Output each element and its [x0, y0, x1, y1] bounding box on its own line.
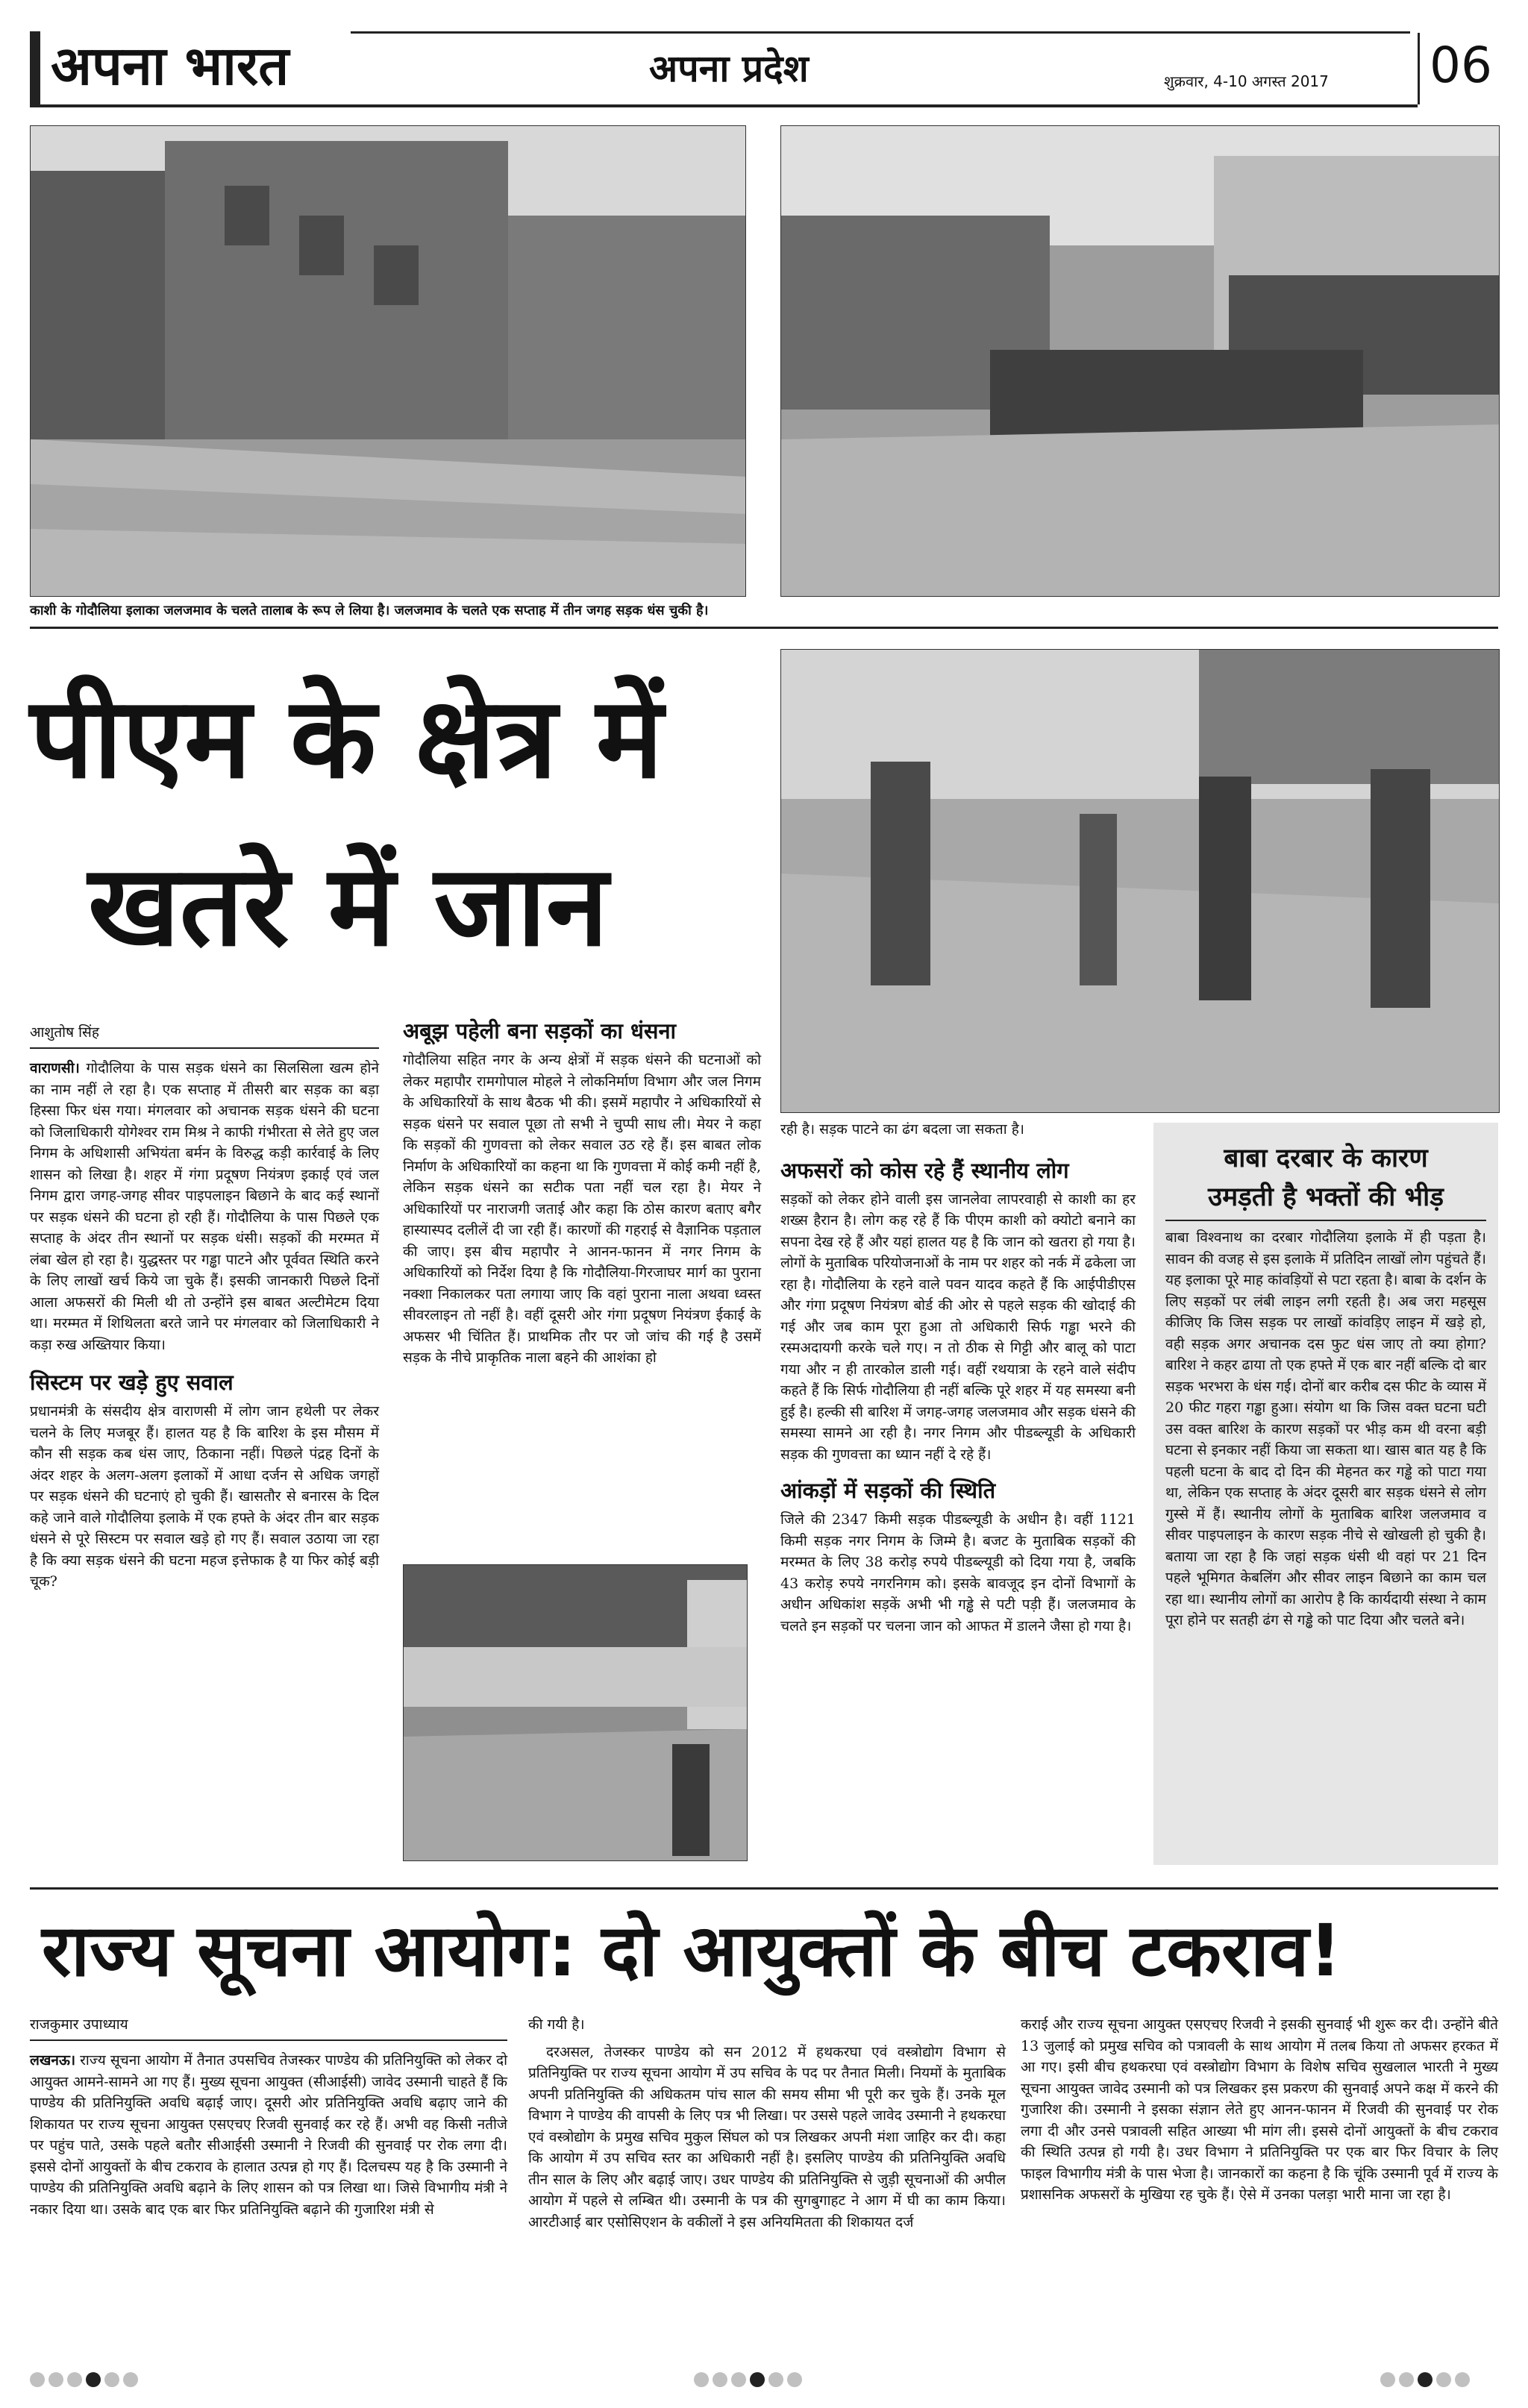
masthead: अपना भारत [51, 34, 289, 97]
top-photos-caption: काशी के गोदौलिया इलाका जलजमाव के चलते तालाब के रूप ले लिया है। जलजमाव के चलते एक सप्ताह में तीन जगह सड़क धंस चुकी है। [30, 603, 709, 618]
photo-flooded-underpass [403, 1564, 748, 1861]
story1-column-1 [30, 1022, 379, 1593]
story1-column-3 [780, 1119, 1136, 1637]
header-top-rule [351, 31, 1410, 34]
story1-byline: आशुतोष सिंह [30, 1022, 379, 1049]
footer-dot [1436, 2372, 1451, 2387]
story1-paragraph-system: प्रधानमंत्री के संसदीय क्षेत्र वाराणसी में लोग जान हथेली पर लेकर चलने के लिए मजबूर हैं। हालत यह है कि बारिश के इस मौसम में कौन सी सड़क कब धंस जाए, ठिकाना नहीं। पिछले पंद्रह दिनों के अंदर शहर के अलग-अलग इलाकों में आधा दर्जन से अधिक जगहों पर सड़क धंसने की घटनाएं हो चुकी हैं। खासतौर से बनारस के दिल कहे जाने वाले गोदौलिया इलाके में एक हफ्ते के अंदर तीन बार सड़क धंसने से पूरे सिस्टम पर सवाल खड़े हो गए हैं। सवाल उठाया जा रहा है कि क्या सड़क धंसने की घटना महज इत्तेफाक है या फिर कोई बड़ी चूक? [30, 1403, 379, 1590]
footer-dot [1380, 2372, 1395, 2387]
story2-column-1 [30, 2014, 507, 2220]
sidebar-body: बाबा विश्वनाथ का दरबार गोदौलिया इलाके में ही पड़ता है। सावन की वजह से इस इलाके में प्रतिदिन लाखों लोग पहुंचते हैं। यह इलाका पूरे माह कांवड़ियों से पटा रहता है। बाबा के दर्शन के लिए सड़कों पर लंबी लाइन लगी रहती है। अब जरा महसूस कीजिए कि जिस सड़क पर लाखों कांवड़िए लाइन में खड़े हो, वही सड़क अगर अचानक दस फुट धंस जाए तो क्या होगा? बारिश ने कहर ढाया तो एक हफ्ते में एक बार नहीं बल्कि दो बार सड़क भरभरा के धंस गई। दोनों बार करीब दस फीट के व्यास में 20 फीट गहरा गड्ढा हुआ। संयोग था कि जिस वक्त घटना घटी उस वक्त बारिश के कारण सड़कों पर भीड़ कम थी वरना बड़ी घटना से इनकार नहीं किया जा सकता था। खास बात यह है कि पहली घटना के बाद दो दिन की मेहनत कर गड्ढे को पाटा गया था, लेकिन एक सप्ताह के अंदर दूसरी बार सड़क धंसने से लोग गुस्से में हैं। स्थानीय लोगों के मुताबिक बारिश जलजमाव व सीवर पाइपलाइन के कारण सड़क नीचे से खोखली हो चुकी है। बताया जा रहा है कि जहां सड़क धंसी थी वहां पर 21 दिन पहले भूमिगत केबलिंग और सीवर लाइन बिछाने का काम चल रहा था। स्थानीय लोगों का आरोप है कि कार्यदायी संस्था ने काम पूरा होने पर सतही ढंग से गड्ढे को पाट दिया और चलते बने। [1165, 1229, 1486, 1628]
sidebar-headline-2: उमड़ती है भक्तों की भीड़ [1208, 1182, 1444, 1212]
headline-line-2: खतरे में जान [88, 841, 609, 971]
story2-byline: राजकुमार उपाध्याय [30, 2014, 507, 2041]
story2-column-3 [1021, 2014, 1498, 2206]
story1-subhead-system: सिस्टम पर खड़े हुए सवाल [30, 1370, 234, 1395]
footer-dot [104, 2372, 119, 2387]
story1-paragraph-locals: सड़कों को लेकर होने वाली इस जानलेवा लापरवाही से काशी का हर शख्स हैरान है। लोग कह रहे हैं कि पीएम काशी को क्योटो बनाने का सपना देख रहे हैं और यहां हालत यह है कि जान को खतरा हो गया है। लोगों के मुताबिक परियोजनाओं के नाम पर शहर को नर्क में ढकेला जा रहा है। गोदौलिया के रहने वाले पवन यादव कहते हैं कि आईपीडीएस और गंगा प्रदूषण नियंत्रण बोर्ड की ओर से पहले सड़क की खोदाई की गई और जब काम पूरा हुआ तो अधिकारी सिर्फ गड्ढा भरने की रस्मअदायगी करके चले गए। न तो ठीक से गिट्टी और बालू को पाटा गया और न ही तारकोल डाली गई। वहीं रथयात्रा के रहने वाले संदीप कहते हैं कि सिर्फ गोदौलिया ही नहीं बल्कि पूरे शहर में यह समस्या बनी हुई है। हल्की सी बारिश में जगह-जगह जलजमाव और सड़क धंसने की समस्या सामने आ रही है। नगर निगम और पीडब्ल्यूडी के अधिकारी सड़क की गुणवत्ता का ध्यान नहीं दे रहे हैं। [780, 1191, 1136, 1463]
story2-headline: राज्य सूचना आयोग: दो आयुक्तों के बीच टकराव! [42, 1909, 1342, 1992]
photo-women-wading [780, 649, 1500, 1113]
story1-subhead-locals: अफसरों को कोस रहे हैं स्थानीय लोग [780, 1157, 1069, 1183]
story1-subhead-figures: आंकड़ों में सड़कों की स्थिति [780, 1478, 996, 1503]
story1-subhead-puzzle: अबूझ पहेली बना सड़कों का धंसना [403, 1018, 677, 1044]
footer-dots-center [694, 2372, 806, 2390]
story2-lead-paragraph: लखनऊ। राज्य सूचना आयोग में तैनात उपसचिव तेजस्कर पाण्डेय की प्रतिनियुक्ति को लेकर दो आयुक्त आमने-सामने आ गए हैं। मुख्य सूचना आयुक्त (सीआईसी) जावेद उस्मानी चाहते हैं कि पाण्डेय की प्रतिनियुक्ति अवधि बढ़ाई जाए। दूसरी ओर प्रतिनियुक्ति अवधि बढ़ाए जाने की शिकायत पर राज्य सूचना आयुक्त एसएचए रिजवी सुनवाई कर रहे हैं। अभी वह किसी नतीजे पर पहुंच पाते, उसके पहले बतौर सीआईसी उस्मानी ने रिजवी की सुनवाई पर रोक लगा दी। इससे दोनों आयुक्तों के बीच टकराव के हालात उत्पन्न हो गए हैं। दिलचस्प यह है कि उस्मानी ने पाण्डेय की प्रतिनियुक्ति अवधि बढ़ाने के लिए शासन को पत्र लिखा था। जिसे विभागीय मंत्री ने नकार दिया था। उसके बाद एक बार फिर प्रतिनियुक्ति बढ़ाने की गुजारिश मंत्री से [30, 2052, 507, 2218]
section-title: अपना प्रदेश [649, 47, 809, 90]
caption-rule [30, 627, 1498, 629]
photo-flooded-street [30, 125, 746, 597]
footer-dots-right [1380, 2372, 1474, 2390]
footer-dots-left [30, 2372, 142, 2390]
footer-dot [694, 2372, 709, 2387]
footer-dot [1455, 2372, 1470, 2387]
footer-dot [67, 2372, 82, 2387]
page-number-divider [1418, 33, 1420, 104]
photo-vehicles-in-water [780, 125, 1500, 597]
page-number: 06 [1430, 37, 1492, 94]
footer-dot [731, 2372, 746, 2387]
footer-dot [30, 2372, 45, 2387]
story1-paragraph-figures: जिले की 2347 किमी सड़क पीडब्ल्यूडी के अधीन है। वहीं 1121 किमी सड़क नगर निगम के जिम्मे है। बजट के मुताबिक सड़कों की मरम्मत के लिए 38 करोड़ रुपये पीडब्ल्यूडी को दिया गया है, जबकि 43 करोड़ रुपये नगरनिगम को। इसके बावजूद इन दोनों विभागों के अधीन अधिकांश सड़कें अभी भी गड्ढे से पटी पड़ी हैं। जलजमाव के चलते इन सड़कों पर चलना जान को आफत में डालने जैसा हो गया है। [780, 1511, 1136, 1634]
footer-dot [86, 2372, 101, 2387]
issue-date: शुक्रवार, 4-10 अगस्त 2017 [1164, 72, 1329, 90]
story1-paragraph-puzzle: गोदौलिया सहित नगर के अन्य क्षेत्रों में सड़क धंसने की घटनाओं को लेकर महापौर रामगोपाल मोहले ने लोकनिर्माण विभाग और जल निगम के अधिकारियों के साथ बैठक भी की। इसमें महापौर ने अधिकारियों से सड़क धंसने पर सवाल पूछा तो सभी ने चुप्पी साध ली। मेयर ने कहा कि सड़कों की गुणवत्ता को लेकर सवाल उठ रहे हैं। इस बाबत लोक निर्माण के अधिकारियों का कहना था कि गुणवत्ता में कोई कमी नहीं है, लेकिन सड़क धंसने का सटीक पता नहीं चल रहा है। मेयर ने अधिकारियों पर नाराजगी जताई और कहा कि ठोस कारण बताए बगैर हास्यास्पद दलीलें दी जा रही हैं। कारणों की गहराई से वैज्ञानिक पड़ताल की जाए। इस बीच महापौर ने आनन-फानन में नगर निगम के अधिकारियों को निर्देश दिया है कि गोदौलिया-गिरजाघर मार्ग का पुराना नक्शा निकालकर पता लगाया जाए कि वहां पुराना नाला अथवा ध्वस्त सीवरलाइन तो नहीं है। वहीं दूसरी ओर गंगा प्रदूषण नियंत्रण ईकाई के अफसर भी चिंतित हैं। प्राथमिक तौर पर जो जांच की गई है उसमें सड़क के नीचे प्राकृतिक नाला बहने की आशंका हो [403, 1052, 761, 1366]
story2-column-2 [528, 2014, 1006, 2233]
story1-dateline: वाराणसी। [30, 1060, 80, 1076]
footer-dot [123, 2372, 138, 2387]
footer-dot [1418, 2372, 1432, 2387]
sidebar-headline-1: बाबा दरबार के कारण [1224, 1144, 1428, 1173]
sidebar-headline-rule [1165, 1220, 1486, 1221]
footer-dot [750, 2372, 765, 2387]
story1-lead-paragraph: वाराणसी। गोदौलिया के पास सड़क धंसने का सिलसिला खत्म होने का नाम नहीं ले रहा है। एक सप्ताह में तीसरी बार सड़क का बड़ा हिस्सा फिर धंस गया। मंगलवार को अचानक सड़क धंसने की घटना को जिलाधिकारी योगेश्वर राम मिश्र ने काफी गंभीरता से लेते हुए जल निगम के अधिशासी अभियंता बर्मन के विरुद्ध कड़ी कार्रवाई के लिए शासन को लिखा है। शहर में गंगा प्रदूषण नियंत्रण इकाई एवं जल निगम द्वारा जगह-जगह सीवर पाइपलाइन बिछाने के बाद कई स्थानों पर सड़क धंसने की घटना हो रही हैं। गोदौलिया के पास पिछले एक सप्ताह के अंदर तीन स्थानों पर सड़क धंसी। सड़कों की मरम्मत में लंबा खेल हो रहा है। युद्धस्तर पर गड्ढा पाटने और पूर्ववत स्थिति करने के लिए लाखों खर्च किये जा चुके हैं। इसकी जानकारी पिछले दिनों आला अफसरों की मिली थी तो उन्होंने इस बाबत अल्टीमेटम दिया था। मरम्मत में शिथिलता बरते जाने पर मंगलवार को जिलाधिकारी ने कड़ा रुख अख्तियार किया। [30, 1060, 379, 1353]
story1-column-2 [403, 1016, 761, 1369]
footer-dot [1399, 2372, 1414, 2387]
story2-top-rule [30, 1887, 1498, 1890]
footer-dot [787, 2372, 802, 2387]
masthead-bar [30, 31, 40, 104]
story2-continuation: की गयी है। [528, 2016, 585, 2033]
sidebar-box [1153, 1123, 1498, 1865]
footer-dot [48, 2372, 63, 2387]
header-bottom-rule [30, 104, 1418, 107]
footer-dot [768, 2372, 783, 2387]
footer-dot [713, 2372, 727, 2387]
story2-dateline: लखनऊ। [30, 2052, 76, 2069]
story1-continuation: रही है। सड़क पाटने का ढंग बदला जा सकता है। [780, 1121, 1025, 1138]
story2-paragraph-hearing: कराई और राज्य सूचना आयुक्त एसएचए रिजवी ने इसकी सुनवाई भी शुरू कर दी। उन्होंने बीते 13 जुलाई को प्रमुख सचिव को पत्रावली के साथ आयोग में तलब किया तो अफसर हरकत में आ गए। इसी बीच हथकरघा एवं वस्त्रोद्योग विभाग के विशेष सचिव सुखलाल भारती ने मुख्य सूचना आयुक्त जावेद उस्मानी को पत्र लिखकर इस प्रकरण की सुनवाई अपने कक्ष में करने की गुजारिश की। उस्मानी ने इसका संज्ञान लेते हुए आनन-फानन में रिजवी की सुनवाई पर रोक लगा दी और उनसे पत्रावली सहित आख्या भी मांग ली। इससे दोनों आयुक्तों के बीच टकराव की स्थिति उत्पन्न हो गयी है। उधर विभाग ने प्रतिनियुक्ति पर एक बार फिर विचार के लिए फाइल विभागीय मंत्री के पास भेजा है। जानकारों का कहना है कि चूंकि उस्मानी पूर्व में राज्य के प्रशासनिक अफसरों के मुखिया रह चुके हैं। ऐसे में उनका पलड़ा भारी माना जा रहा है। [1021, 2016, 1498, 2203]
story2-paragraph-background: दरअसल, तेजस्कर पाण्डेय को सन 2012 में हथकरघा एवं वस्त्रोद्योग विभाग से प्रतिनियुक्ति पर राज्य सूचना आयोग में उप सचिव के पद पर तैनात मिली। नियमों के मुताबिक अपनी प्रतिनियुक्ति की अधिकतम पांच साल की समय सीमा भी पूरी कर चुके हैं। उनके मूल विभाग ने पाण्डेय की वापसी के लिए पत्र भी लिखा। पर उससे पहले जावेद उस्मानी ने हथकरघा एवं वस्त्रोद्योग के प्रमुख सचिव मुकुल सिंघल को पत्र लिखकर अपनी मंशा जाहिर कर दी। कहा कि आयोग में उप सचिव स्तर का अधिकारी नहीं है। इसलिए पाण्डेय की प्रतिनियुक्ति अवधि तीन साल के लिए और बढ़ाई जाए। उधर पाण्डेय की प्रतिनियुक्ति से जुड़ी सूचनाओं की अपील आयोग में पहले से लम्बित थी। उस्मानी के पत्र की सुगबुगाहट ने आग में घी का काम किया। आरटीआई बार एसोसिएशन के वकीलों ने इस अनियमितता की शिकायत दर्ज [528, 2043, 1006, 2230]
headline-line-1: पीएम के क्षेत्र में [30, 674, 663, 803]
